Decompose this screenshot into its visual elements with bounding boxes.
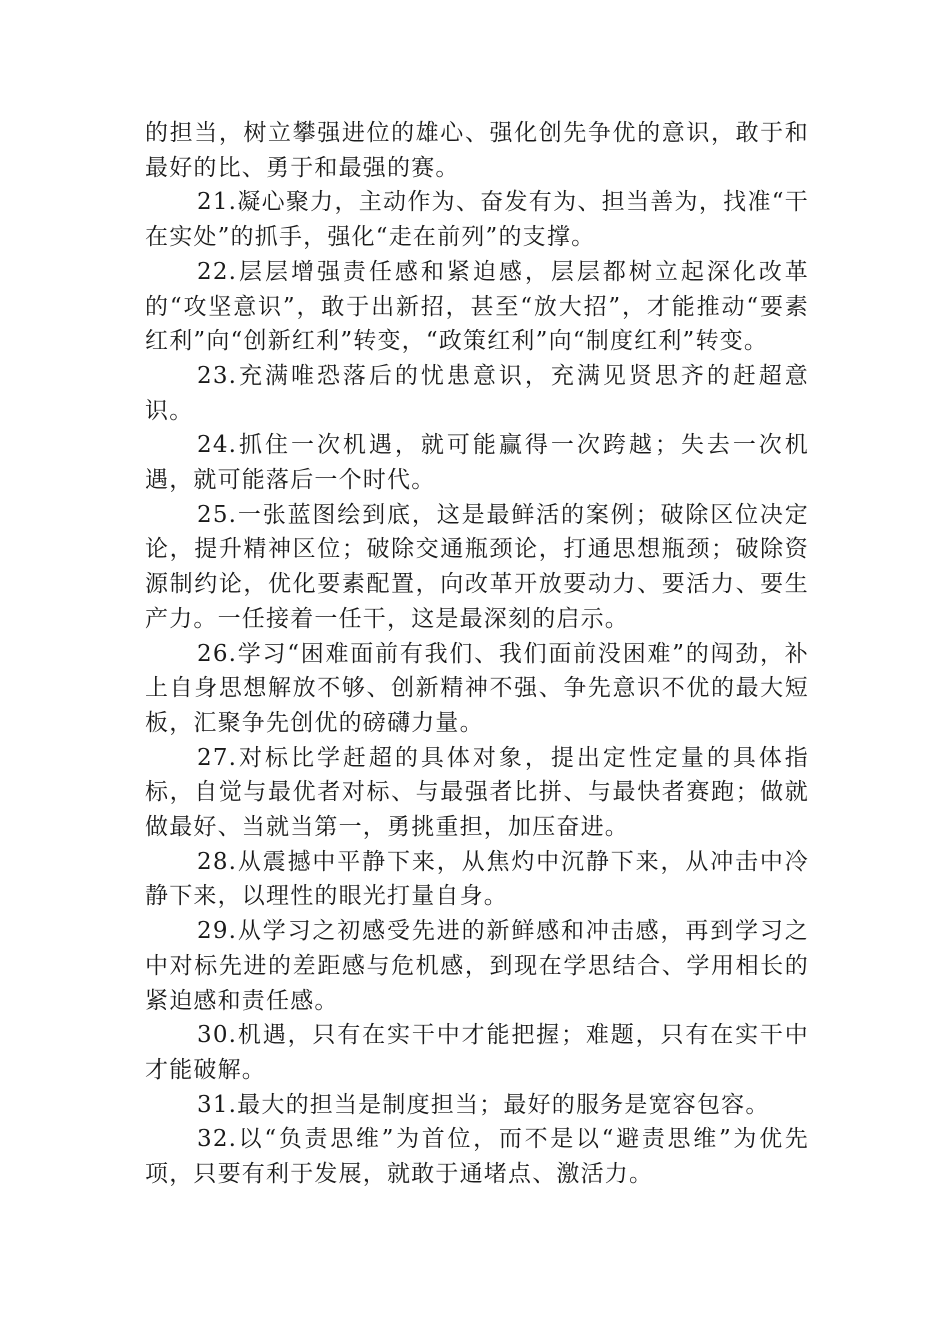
list-item-27: 27.对标比学赶超的具体对象，提出定性定量的具体指标，自觉与最优者对标、与最强者比拼、与最快者赛跑；做就做最好、当就当第一，勇挑重担，加压奋进。 (145, 744, 809, 841)
list-item-31: 31.最大的担当是制度担当；最好的服务是宽容包容。 (197, 1091, 770, 1118)
list-item-26: 26.学习“困难面前有我们、我们面前没困难”的闯劲，补上自身思想解放不够、创新精神不强、争先意识不优的最大短板，汇聚争先创优的磅礴力量。 (145, 640, 809, 736)
list-item-22: 22.层层增强责任感和紧迫感，层层都树立起深化改革的“攻坚意识”，敢于出新招，甚至“放大招”，才能推动“要素红利”向“创新红利”转变，“政策红利”向“制度红利”转变。 (145, 258, 809, 355)
paragraph-continuation: 的担当，树立攀强进位的雄心、强化创先争优的意识，敢于和最好的比、勇于和最强的赛。 (145, 120, 809, 181)
list-item-32: 32.以“负责思维”为首位，而不是以“避责思维”为优先项，只要有利于发展，就敢于通堵点、激活力。 (145, 1126, 809, 1188)
list-item-29: 29.从学习之初感受先进的新鲜感和冲击感，再到学习之中对标先进的差距感与危机感，到现在学思结合、学用相长的紧迫感和责任感。 (145, 918, 809, 1014)
list-item-30: 30.机遇，只有在实干中才能把握；难题，只有在实干中才能破解。 (145, 1022, 809, 1083)
list-item-28: 28.从震撼中平静下来，从焦灼中沉静下来，从冲击中冷静下来，以理性的眼光打量自身。 (145, 848, 809, 910)
list-item-24: 24.抓住一次机遇，就可能赢得一次跨越；失去一次机遇，就可能落后一个时代。 (145, 432, 809, 494)
list-item-23: 23.充满唯恐落后的忧患意识，充满见贤思齐的赶超意识。 (145, 362, 809, 424)
list-item-21: 21.凝心聚力，主动作为、奋发有为、担当善为，找准“干在实处”的抓手，强化“走在前列”的支撑。 (145, 189, 809, 251)
document-body (145, 116, 809, 1192)
list-item-25: 25.一张蓝图绘到底，这是最鲜活的案例；破除区位决定论，提升精神区位；破除交通瓶颈论，打通思想瓶颈；破除资源制约论，优化要素配置，向改革开放要动力、要活力、要生产力。一任接着一任干，这是最深刻的启示。 (145, 501, 809, 632)
